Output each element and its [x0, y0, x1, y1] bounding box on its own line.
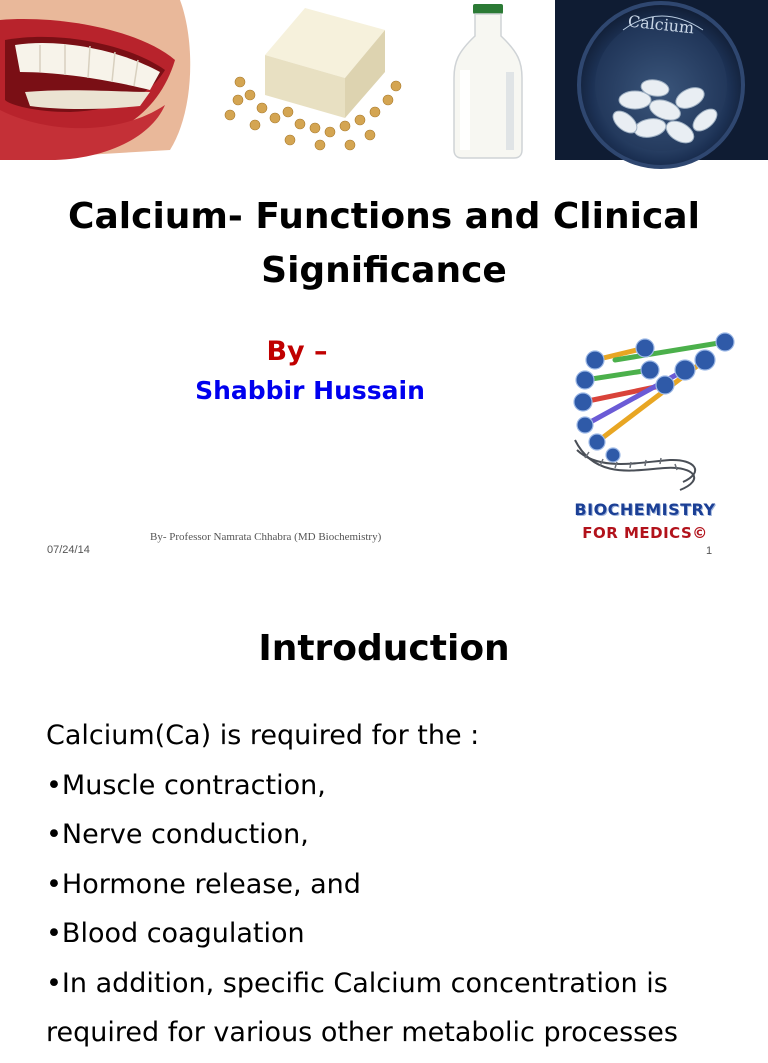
- intro-list: [46, 716, 746, 1063]
- tofu-and-soybeans-photo: [220, 0, 405, 160]
- slide-title: Calcium- Functions and Clinical Significance: [68, 196, 700, 291]
- list-item: •In addition, specific Calcium concentration is: [46, 967, 668, 999]
- dna-helix-icon: [555, 330, 735, 500]
- logo-text-biochemistry: BIOCHEMISTRY: [574, 500, 716, 519]
- footer-credit: By- Professor Namrata Chhabra (MD Biochemistry): [150, 531, 382, 543]
- footer-date: 07/24/14: [47, 544, 90, 556]
- introduction-slide: [0, 576, 768, 1048]
- intro-title: Introduction: [258, 628, 510, 669]
- page-number: 1: [706, 545, 713, 557]
- by-label: By –: [266, 336, 328, 367]
- list-item: •Blood coagulation: [46, 918, 305, 949]
- logo-text-for-medics: FOR MEDICS©: [582, 524, 708, 542]
- milk-bottle-photo: [440, 0, 535, 160]
- calcium-jar-label: Calcium: [627, 11, 696, 38]
- list-item: •Nerve conduction,: [46, 819, 309, 850]
- list-item: •Hormone release, and: [46, 868, 361, 900]
- calcium-tablets-photo: [555, 0, 768, 160]
- list-item: •Muscle contraction,: [46, 769, 326, 801]
- smiling-mouth-photo: [0, 0, 200, 160]
- list-item: Calcium(Ca) is required for the :: [46, 720, 480, 751]
- list-item: required for various other metabolic processes: [46, 1017, 678, 1048]
- biochemistry-for-medics-logo: [555, 330, 735, 550]
- author-name: Shabbir Hussain: [195, 376, 425, 405]
